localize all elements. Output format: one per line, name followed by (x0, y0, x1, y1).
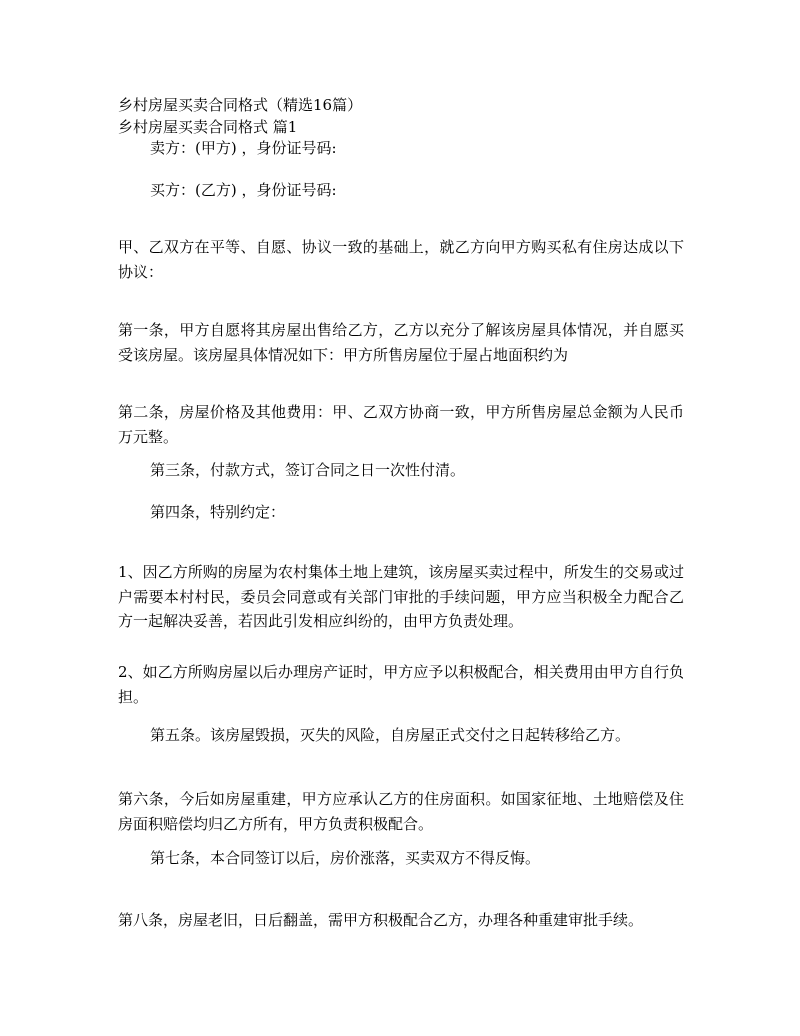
document-title: 乡村房屋买卖合同格式（精选16篇） (118, 96, 363, 114)
article-4: 第四条，特别约定： (150, 503, 286, 521)
seller-line: 卖方：(甲方) ，身份证号码: (150, 139, 337, 157)
article-6: 第六条，今后如房屋重建，甲方应承认乙方的住房面积。如国家征地、土地赔偿及住房面积赔偿均归乙方所有，甲方负责积极配合。 (118, 790, 684, 833)
document-subtitle: 乡村房屋买卖合同格式 篇1 (118, 118, 298, 136)
clause-1: 1、因乙方所购的房屋为农村集体土地上建筑，该房屋买卖过程中，所发生的交易或过户需要本村村民，委员会同意或有关部门审批的手续问题，甲方应当积极全力配合乙方一起解决妥善，若因此引发相应纠纷的，由甲方负责处理。 (118, 563, 684, 630)
article-5: 第五条。该房屋毁损，灭失的风险，自房屋正式交付之日起转移给乙方。 (150, 726, 631, 744)
buyer-line: 买方：(乙方) ，身份证号码: (150, 181, 337, 199)
article-8: 第八条，房屋老旧，日后翻盖，需甲方积极配合乙方，办理各种重建审批手续。 (118, 911, 644, 929)
intro-paragraph: 甲、乙双方在平等、自愿、协议一致的基础上，就乙方向甲方购买私有住房达成以下协议： (118, 238, 684, 281)
article-2: 第二条，房屋价格及其他费用：甲、乙双方协商一致，甲方所售房屋总金额为人民币 万元整。 (118, 403, 684, 446)
article-7: 第七条，本合同签订以后，房价涨落，买卖双方不得反悔。 (150, 849, 541, 867)
clause-2: 2、如乙方所购房屋以后办理房产证时，甲方应予以积极配合，相关费用由甲方自行负担。 (118, 663, 684, 706)
article-3: 第三条，付款方式，签订合同之日一次性付清。 (150, 461, 466, 479)
article-1: 第一条，甲方自愿将其房屋出售给乙方，乙方以充分了解该房屋具体情况，并自愿买受该房屋。该房屋具体情况如下：甲方所售房屋位于屋占地面积约为 (118, 321, 684, 364)
